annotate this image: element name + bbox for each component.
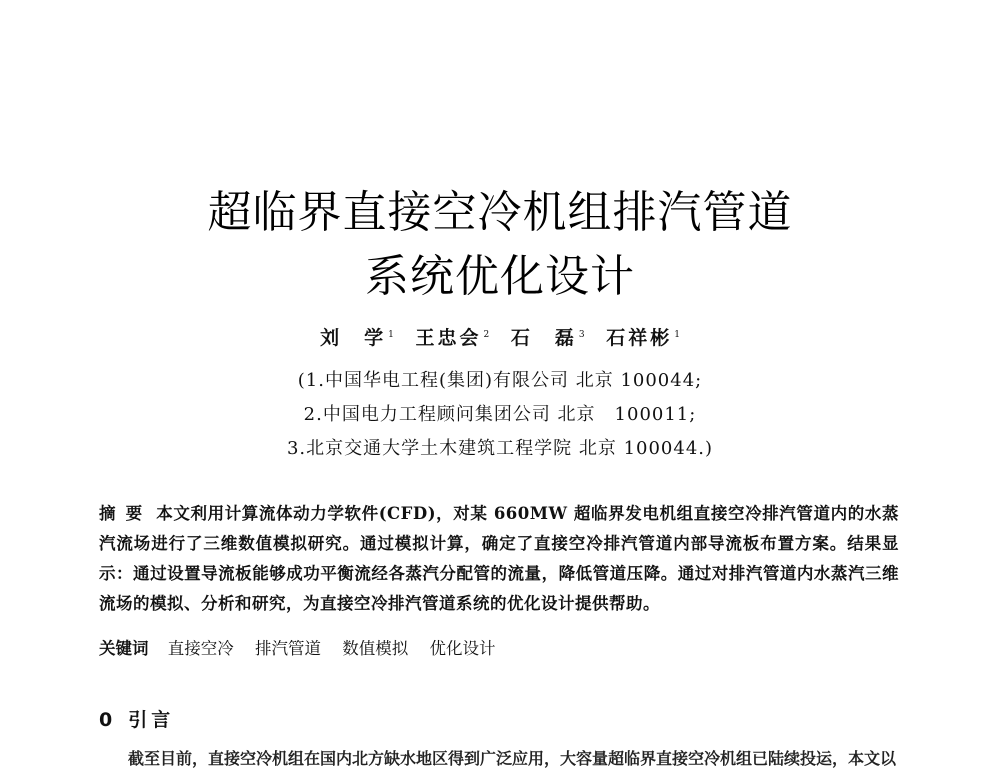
paper-title-line-1: 超临界直接空冷机组排汽管道 xyxy=(207,187,793,238)
affiliation-1: (1.中国华电工程(集团)有限公司 北京 100044; xyxy=(297,370,703,391)
affiliation-marker: 3 xyxy=(578,329,585,340)
author-list xyxy=(0,323,1000,350)
keyword: 排汽管道 xyxy=(255,639,321,658)
author xyxy=(320,327,394,349)
abstract xyxy=(99,499,899,619)
section-number: 0 xyxy=(99,709,117,731)
section-title: 引言 xyxy=(128,709,175,731)
keywords xyxy=(99,637,899,661)
author-name: 石祥彬 xyxy=(606,327,673,349)
keyword: 数值模拟 xyxy=(342,639,409,658)
keyword: 直接空冷 xyxy=(167,639,234,658)
affiliation-3: 3.北京交通大学土木建筑工程学院 北京 100044.) xyxy=(286,438,714,459)
keywords-label: 关键词 xyxy=(99,639,149,658)
author-name: 刘 学 xyxy=(320,327,387,349)
section-heading xyxy=(99,705,174,732)
paper-title-line-2: 系统优化设计 xyxy=(365,251,635,302)
affiliation-marker: 2 xyxy=(483,329,490,340)
author-name: 石 磊 xyxy=(510,327,577,349)
affiliation-marker: 1 xyxy=(388,329,394,340)
author-name: 王忠会 xyxy=(415,327,482,349)
author xyxy=(511,327,585,349)
affiliation-marker: 1 xyxy=(674,329,680,340)
author xyxy=(415,327,489,349)
affiliation-2: 2.中国电力工程顾问集团公司 北京 100011; xyxy=(303,404,697,425)
abstract-text: 本文利用计算流体动力学软件(CFD)，对某 660MW 超临界发电机组直接空冷排汽管道内的水蒸汽流场进行了三维数值模拟研究。通过模拟计算，确定了直接空冷排汽管道内部导流板布置方案。结果显示：通过设置导流板能够成功平衡流经各蒸汽分配管的流量，降低管道压降。通过对排汽管道内水蒸汽三维流场的模拟、分析和研究，为直接空冷排汽管道系统的优化设计提供帮助。 xyxy=(99,504,899,613)
keyword: 优化设计 xyxy=(429,639,496,658)
author xyxy=(606,327,680,349)
body-text-partial: 截至目前，直接空冷机组在国内北方缺水地区得到广泛应用，大容量超临界直接空冷机组已陆续投运，本文以 xyxy=(128,749,897,768)
abstract-label: 摘要 xyxy=(99,504,153,523)
